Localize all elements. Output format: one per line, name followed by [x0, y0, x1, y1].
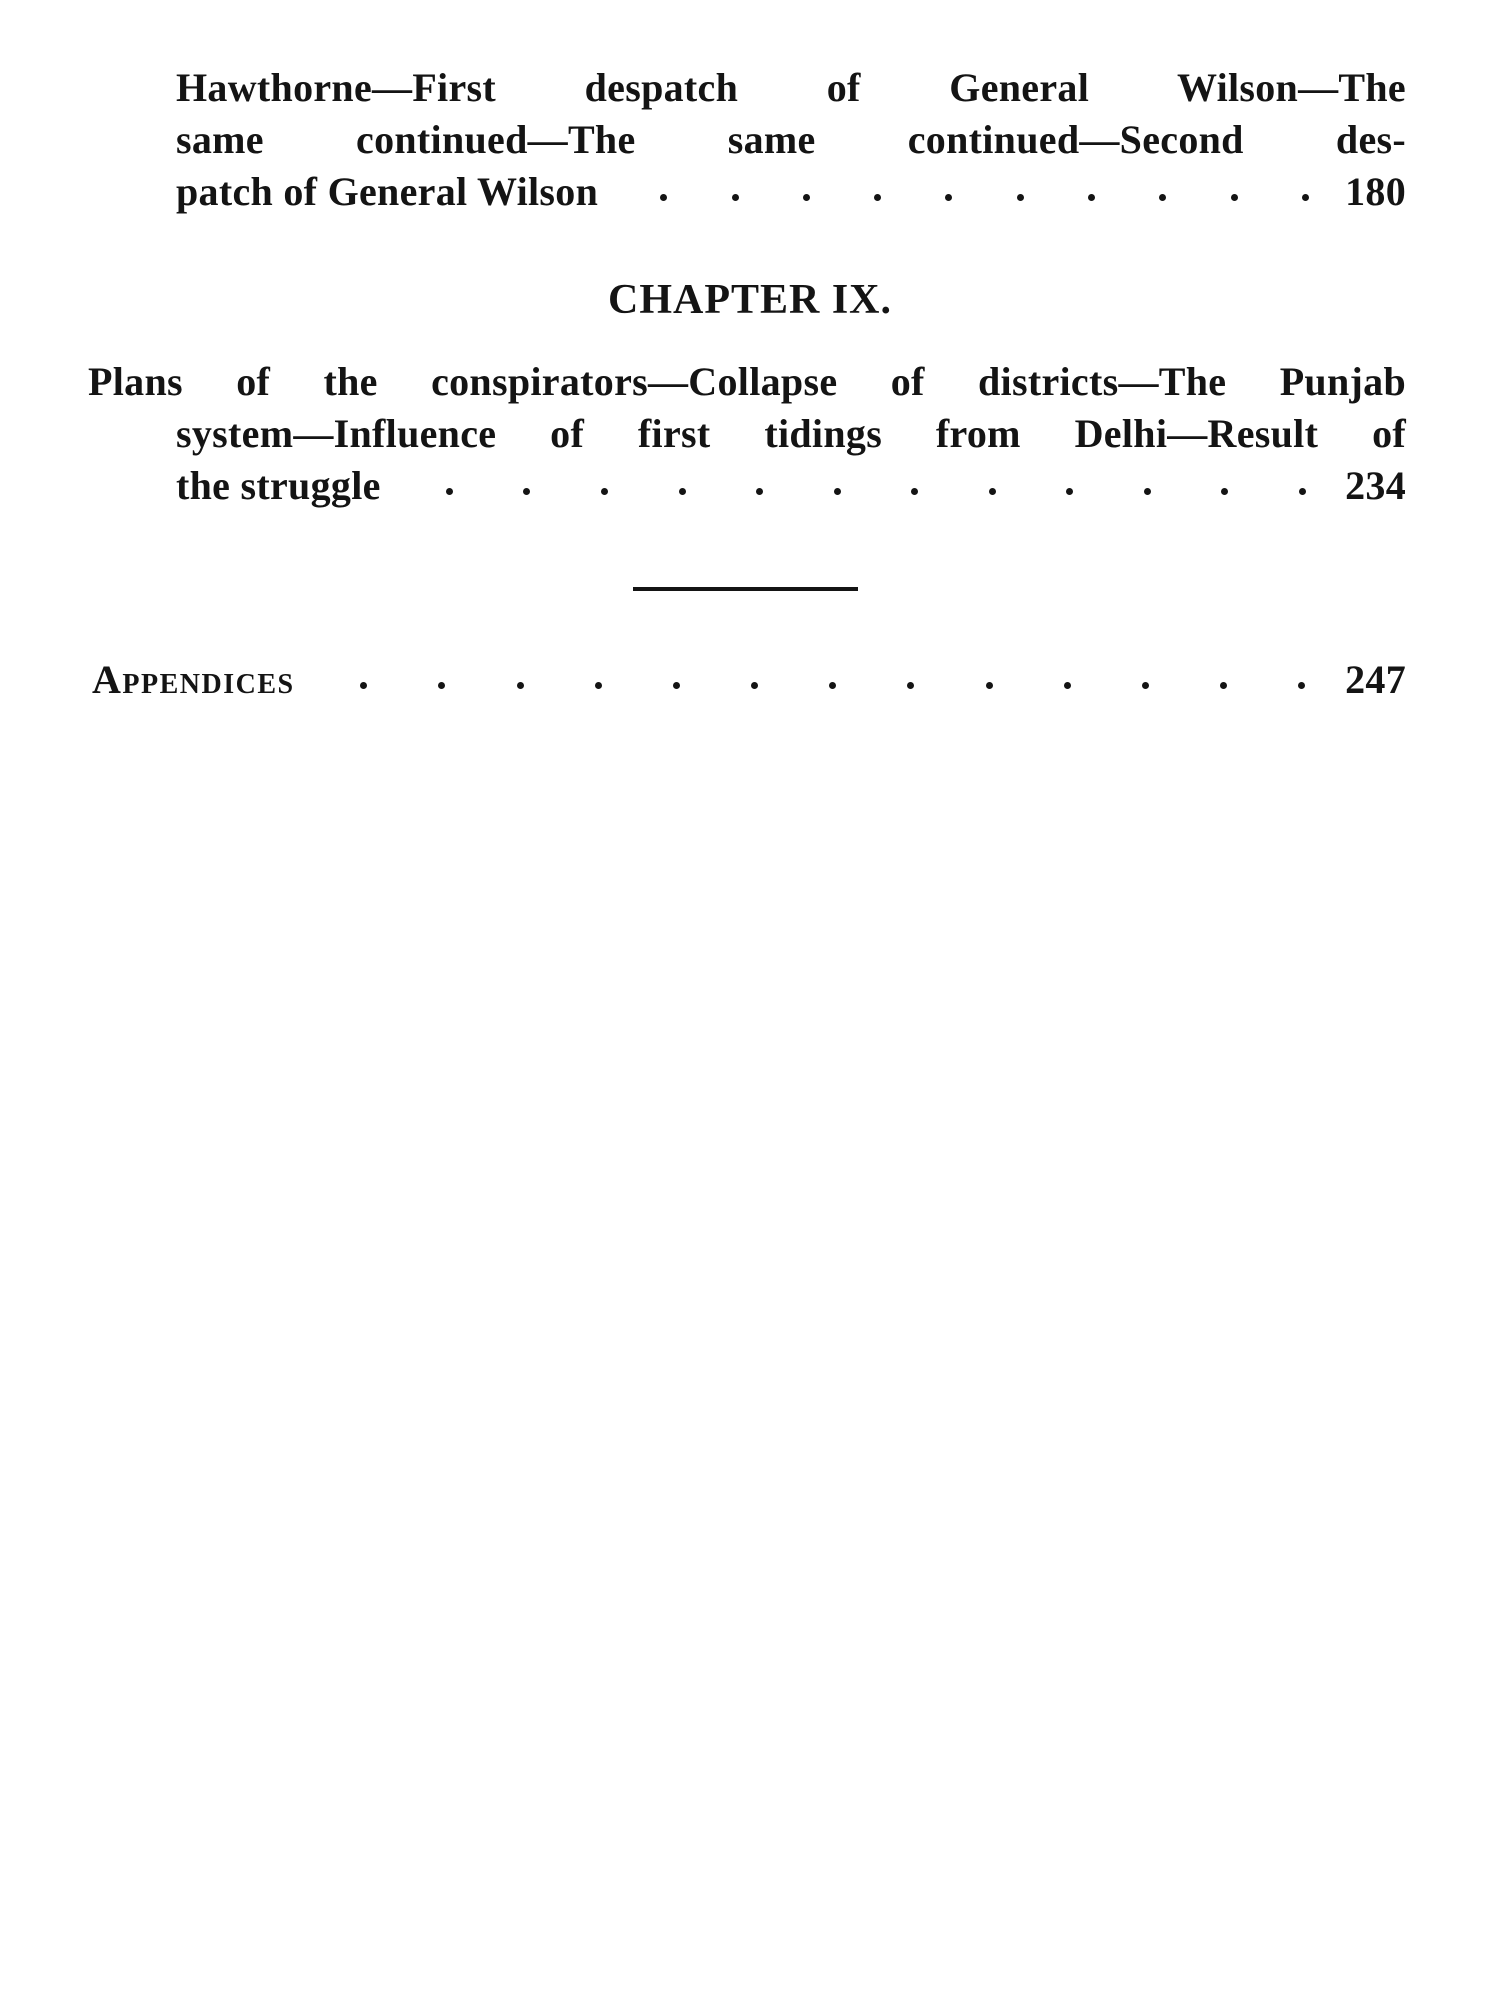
appendices-label: Appendices	[92, 657, 295, 702]
entry-line: the struggle	[176, 463, 381, 508]
dot-leader	[598, 198, 1345, 205]
page-number: 247	[1345, 657, 1406, 702]
page-number: 234	[1345, 463, 1406, 508]
entry-line: system—Influence of first tidings from Delhi—Result of	[176, 411, 1406, 456]
section-divider	[633, 587, 858, 591]
entry-last-line	[92, 654, 1406, 706]
toc-entry-appendices	[92, 654, 1406, 706]
entry-last-line	[88, 460, 1406, 512]
entry-last-line	[176, 166, 1406, 218]
dot-leader	[381, 492, 1345, 499]
entry-line: same continued—The same continued—Second des-	[176, 117, 1406, 162]
entry-line: patch of General Wilson	[176, 169, 599, 214]
entry-line: Hawthorne—First despatch of General Wilson—The	[176, 65, 1406, 110]
entry-line: Plans of the conspirators—Collapse of districts—The Punjab	[88, 359, 1406, 404]
toc-entry-chapter-viii	[176, 62, 1406, 218]
toc-entry-chapter-ix	[88, 356, 1406, 512]
page-number: 180	[1345, 169, 1406, 214]
dot-leader	[295, 686, 1346, 693]
chapter-heading: CHAPTER IX.	[607, 277, 893, 323]
